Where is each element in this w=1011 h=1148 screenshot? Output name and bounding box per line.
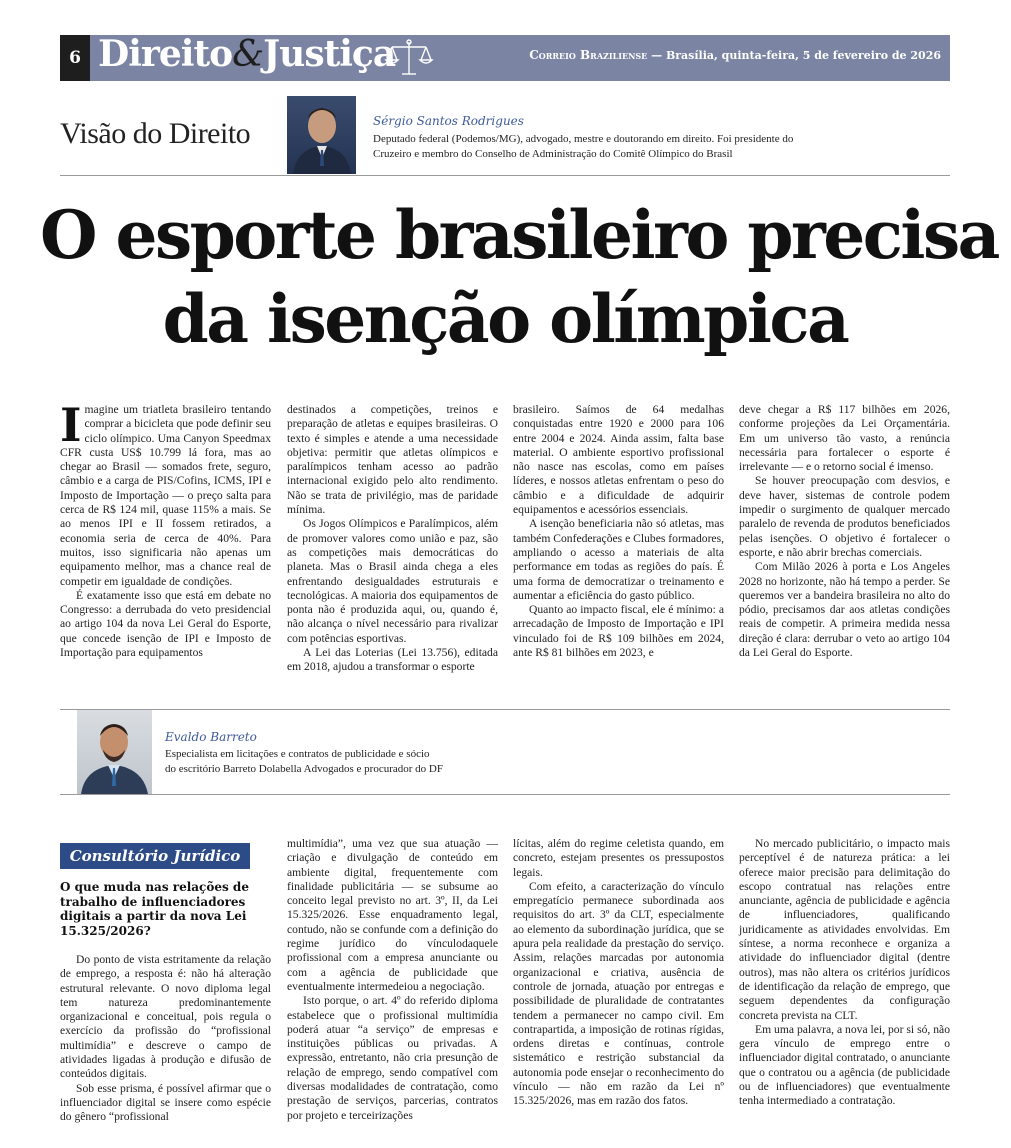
article1-paragraph: Quanto ao impacto fiscal, ele é mínimo: a arrecadação de Imposto de Importação e IPI vinculado foi de R$ 109 bilhões em 2024, ante R$ 81 bilhões em 2023, e [513, 603, 724, 660]
author2-bio-line1: Especialista em licitações e contratos de publicidade e sócio [165, 748, 430, 760]
masthead [529, 48, 941, 62]
author1-name: Sérgio Santos Rodrigues [373, 114, 524, 128]
article1-paragraph: É exatamente isso que está em debate no Congresso: a derrubada do veto presidencial ao artigo 104 da nova Lei Geral do Esporte, que concede isenção de IPI e Imposto de Importação para equipamentos [60, 588, 271, 660]
author2-bio-line2: do escritório Barreto Dolabella Advogados e procurador do DF [165, 763, 443, 775]
article2-paragraph: lícitas, além do regime celetista quando, em concreto, estejam presentes os pressupostos legais. [513, 837, 724, 879]
author2-name: Evaldo Barreto [165, 730, 257, 744]
author1-bio-line2: Cruzeiro e membro do Conselho de Administração do Comitê Olímpico do Brasil [373, 148, 733, 160]
article2-paragraph: multimídia”, uma vez que sua atuação — criação e divulgação de conteúdo em ambiente digital, frequentemente com finalidade publicitária — se subsume ao conceito legal previsto no art. 3º, II, da Lei 15.325/2026. Esse enquadramento legal, contudo, não se confunde com a definição do regime jurídico do vínculodaquele profissional com a empresa anunciante ou com a agência de publicidade que eventualmente intermedeiou a negociação. [287, 837, 498, 993]
article1-paragraph: Se houver preocupação com desvios, e deve haver, sistemas de controle podem impedir o surgimento de qualquer mercado paralelo de revenda de produtos beneficiados pelas isenções. O objetivo é fortalecer o esporte, e não abrir brechas comerciais. [739, 474, 950, 559]
article1-paragraph: Com Milão 2026 à porta e Los Angeles 2028 no horizonte, não há tempo a perder. Se queremos ver a bandeira brasileira no alto do pódio, precisamos dar aos atletas condições reais de competir. A primeira medida nessa direção é clara: derrubar o veto ao artigo 104 da Lei Geral do Esporte. [739, 560, 950, 660]
article2-paragraph: Sob esse prisma, é possível afirmar que o influenciador digital se insere como espécie do gênero “profissional [60, 1081, 271, 1124]
page-number: 6 [60, 35, 90, 81]
article2-paragraph: Com efeito, a caracterização do vínculo empregatício permanece subordinada aos requisitos do art. 3º da CLT, especialmente ao elemento da subordinação jurídica, que se apura pela realidade da prestação do serviço. Assim, relações marcadas por autonomia organizacional e criativa, ausência de controle de jornada, atuação por entregas e possibilidade de pluralidade de contratantes tendem a permanecer no campo civil. Em contrapartida, a imposição de rotinas rígidas, ordens diretas e contínuas, controle sistemático e restrição substancial da autonomia pode ensejar o reconhecimento do vínculo — não em razão da Lei nº 15.325/2026, mas em razão dos fatos. [513, 879, 724, 1108]
article1-column-2 [287, 403, 498, 675]
article1-paragraph: deve chegar a R$ 117 bilhões em 2026, conforme projeções da Lei Orçamentária. Em um universo tão vasto, a renúncia necessária para fortalecer o esporte é irrelevante — e o retorno social é imenso. [739, 403, 950, 474]
author1-photo [287, 96, 356, 174]
divider [60, 794, 950, 795]
article2-column-3 [513, 837, 724, 1109]
consultorio-juridico-box: Consultório Jurídico [60, 843, 250, 869]
article1-paragraph: A Lei das Loterias (Lei 13.756), editada em 2018, ajudou a transformar o esporte [287, 646, 498, 674]
article2-column-1 [60, 953, 271, 1125]
newspaper-name: Correio Braziliense [529, 48, 648, 62]
column-header-title: Visão do Direito [60, 117, 251, 150]
headline-line1: O esporte brasileiro precisa [40, 196, 998, 274]
drop-cap: I [60, 398, 82, 452]
article2-paragraph: Do ponto de vista estritamente da relação de emprego, a resposta é: não há alteração estrutural relevante. O novo diploma legal tem natureza predominantemente organizacional e conceitual, pois regula o exercício da profissão do “profissional multimídia” e descreve o campo de atividades ligadas à produção e difusão de conteúdos digitais. [60, 953, 271, 1081]
article1-paragraph: A isenção beneficiaria não só atletas, mas também Confederações e Clubes formadores, ampliando o acesso a materiais de alta performance em todas as regiões do país. É uma forma de democratizar o treinamento e aumentar a eficiência do gasto público. [513, 517, 724, 602]
article1-paragraph: Os Jogos Olímpicos e Paralímpicos, além de promover valores como união e paz, são as competições mais democráticas do planeta. Mas o Brasil ainda chega a eles enfrentando desigualdades estruturais e tecnológicas. A maioria dos equipamentos de ponta não é produzida aqui, ou, quando é, não alcança o nível necessário para rivalizar com potências esportivas. [287, 517, 498, 645]
section-title-word1: Direito [98, 33, 233, 75]
article2-column-4 [739, 837, 950, 1109]
article2-column-2 [287, 837, 498, 1123]
article2-paragraph: Em uma palavra, a nova lei, por si só, não gera vínculo de emprego entre o influenciador digital contratado, o anunciante que o contratou ou a agência (de publicidade ou de influenciadores) que eventualmente tenha intermediado a contratação. [739, 1022, 950, 1108]
article2-paragraph: Isto porque, o art. 4º do referido diploma estabelece que o profissional multimídia poderá atuar “a serviço” de empresas e instituições públicas ou privadas. A expressão, entretanto, não cria presunção de relação de emprego, sendo compatível com diversas modalidades de contratação, como prestação de serviços, parcerias, contratos por projeto e terceirizações [287, 994, 498, 1122]
article1-paragraph: destinados a competições, treinos e preparação de atletas e equipes brasileiras. O texto é simples e atende a uma necessidade objetiva: permitir que atletas olímpicos e paralímpicos tenham acesso ao padrão internacional exigido pelo alto rendimento. Não se trata de privilégio, mas de paridade mínima. [287, 403, 498, 517]
article1-paragraph: Imagine um triatleta brasileiro tentando comprar a bicicleta que pode definir seu ciclo olímpico. Uma Canyon Speedmax CFR custa US$ 10.799 lá fora, mas ao chegar ao Brasil — somados frete, seguro, câmbio e a carga de PIS/Cofins, ICMS, IPI e Imposto de Importação — o preço salta para cerca de R$ 124 mil, quase 115% a mais. Se ao menos IPI e II fossem retirados, a economia seria de cerca de 40%. Para muitos, isso significaria não apenas um equipamento melhor, mas a chance real de competir em igualdade de condições. [60, 398, 271, 588]
section-title-ampersand: & [232, 34, 264, 75]
author2-bio [165, 747, 585, 777]
author1-bio [373, 132, 843, 162]
article2-paragraph: No mercado publicitário, o impacto mais perceptível é de natureza prática: a lei oferece maior precisão para delimitação do escopo contratual nas relações entre anunciante, agência de publicidade e agência de influenciadores, qualificando juridicamente as atividades envolvidas. Em síntese, a norma reconhece e organiza a atividade do influenciador digital (dentre outros), mas não altera os critérios jurídicos de identificação da relação de emprego, que seguem dependentes da configuração concreta prevista na CLT. [739, 837, 950, 1022]
divider [60, 175, 950, 176]
article1-paragraph: brasileiro. Saímos de 64 medalhas conquistadas entre 1920 e 2000 para 106 entre 2004 e 2024. Ainda assim, falta base material. O ambiente esportivo profissional não nasce nas escolas, como em países líderes, e nossos atletas enfrentam o peso do câmbio e a dificuldade de adquirir equipamentos e acessórios essenciais. [513, 403, 724, 517]
section-title-word2: Justiça [263, 33, 396, 75]
article1-column-4 [739, 403, 950, 660]
author1-bio-line1: Deputado federal (Podemos/MG), advogado, mestre e doutorando em direito. Foi presidente do [373, 133, 794, 145]
article1-column-3 [513, 403, 724, 660]
headline-line2: da isenção olímpica [162, 280, 848, 358]
article1-column-1 [60, 398, 271, 660]
divider [60, 709, 950, 710]
author2-photo [77, 710, 152, 794]
scales-of-justice-icon [384, 38, 434, 78]
dateline: — Brasília, quinta-feira, 5 de fevereiro de 2026 [651, 49, 941, 62]
question-title: O que muda nas relações de trabalho de influenciadores digitais a partir da nova Lei 15.325/2026? [60, 880, 249, 938]
section-title [98, 33, 395, 75]
